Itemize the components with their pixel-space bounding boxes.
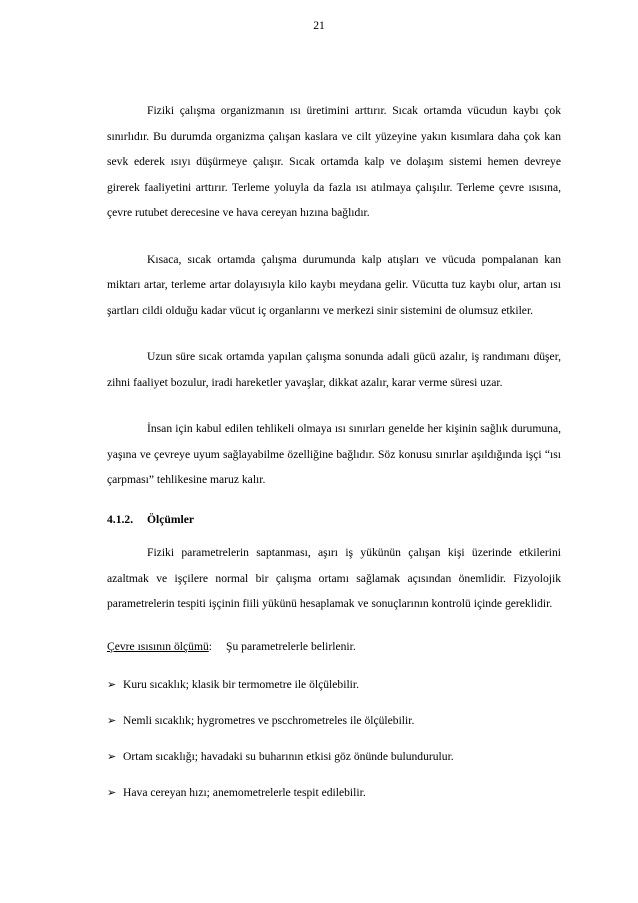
arrow-bullet-icon: ➢ [107,785,117,799]
measurement-line [107,638,561,656]
list-item [107,784,561,802]
list-item [107,676,561,694]
list-item-text: Nemli sıcaklık; hygrometres ve pscchrometreles ile ölçülebilir. [123,713,415,727]
measurement-colon: : [208,639,212,653]
measurement-label: Çevre ısısının ölçümü [107,639,209,653]
list-item-text: Hava cereyan hızı; anemometrelerle tespit edilebilir. [123,785,366,799]
arrow-bullet-icon: ➢ [107,713,117,727]
paragraph-summary: Kısaca, sıcak ortamda çalışma durumunda kalp atışları ve vücuda pompalanan kan miktarı artar, terleme artar dolayısıyla kilo kaybı meydana gelir. Vücutta tuz kaybı olur, artan ısı şartları cildi olduğu kadar vücut iç organlarını ve merkezi sinir sistemini de olumsuz etkiler. [107,252,561,317]
section-title: Ölçümler [147,512,195,526]
section-heading [107,507,561,533]
list-item-text: Kuru sıcaklık; klasik bir termometre ile ölçülebilir. [123,677,360,691]
paragraph-heat-production: Fiziki çalışma organizmanın ısı üretimini arttırır. Sıcak ortamda vücudun kaybı çok sınırlıdır. Bu durumda organizma çalışan kaslara ve cilt yüzeyine yakın kısımlara daha çok kan sevk ederek ısıyı düşürmeye çalışır. Sıcak ortamda kalp ve dolaşım sistemi hemen devreye girerek faaliyetini arttırır. Terleme yoluyla da fazla ısı atılmaya çalışılır. Terleme çevre ısısına, çevre rutubet derecesine ve hava cereyan hızına bağlıdır. [107,104,561,219]
body-text [107,98,561,820]
list-item [107,748,561,766]
paragraph-heat-limits: İnsan için kabul edilen tehlikeli olmaya ısı sınırları genelde her kişinin sağlık durumuna, yaşına ve çevreye uyum sağlayabilme özelliğine bağlıdır. Söz konusu sınırlar aşıldığında işçi “ısı çarpması” tehlikesine maruz kalır. [107,422,561,486]
list-item [107,712,561,730]
page-number: 21 [313,19,325,32]
section-number: 4.1.2. [107,512,134,526]
arrow-bullet-icon: ➢ [107,749,117,763]
list-item-text: Ortam sıcaklığı; havadaki su buharının etkisi göz önünde bulundurulur. [123,749,454,763]
arrow-bullet-icon: ➢ [107,677,117,691]
measurement-description: Şu parametrelerle belirlenir. [226,639,356,653]
paragraph-measurements: Fiziki parametrelerin saptanması, aşırı iş yükünün çalışan kişi üzerinde etkilerini azaltmak ve işçilere normal bir çalışma ortamı sağlamak açısından önemlidir. Fizyolojik parametrelerin tespiti işçinin fiili yükünü hesaplamak ve sonuçlarının kontrolü içinde gereklidir. [107,546,561,610]
paragraph-long-exposure: Uzun süre sıcak ortamda yapılan çalışma sonunda adali gücü azalır, iş randımanı düşer, zihni faaliyet bozulur, iradi hareketler yavaşlar, dikkat azalır, karar verme süresi uzar. [107,350,561,389]
